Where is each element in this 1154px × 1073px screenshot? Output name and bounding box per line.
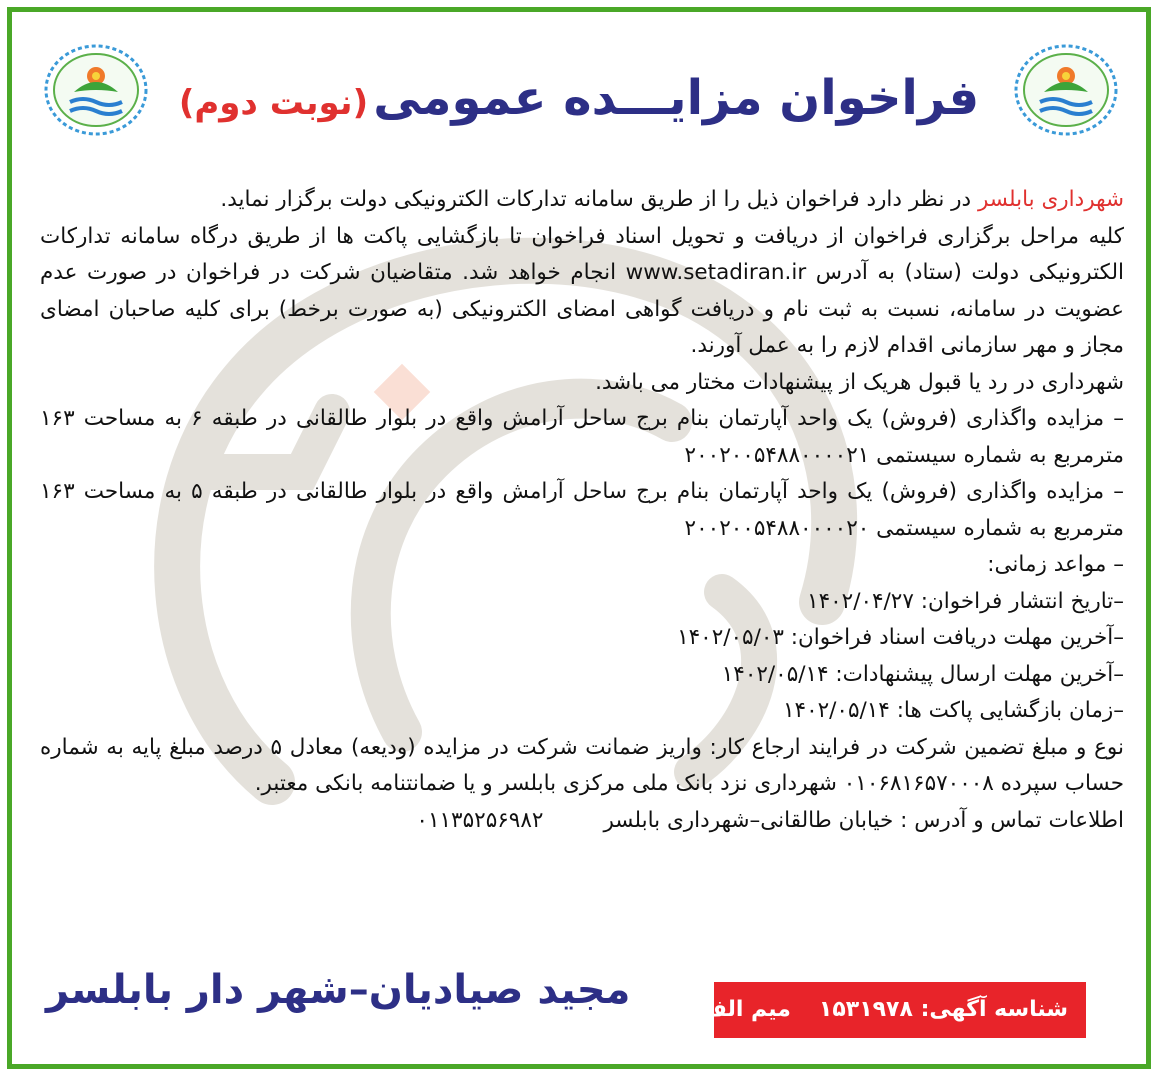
schedule-heading: – مواعد زمانی: [987,552,1124,577]
schedule-date-proposals: –آخرین مهلت ارسال پیشنهادات: ۱۴۰۲/۰۵/۱۴ [721,661,1124,687]
signer-name: مجید صیادیان–شهر دار بابلسر [46,967,631,1013]
rights-paragraph: شهرداری در رد یا قبول هریک از پیشنهادات مختار می باشد. [595,369,1124,395]
ad-code: میم الف–۱ [676,997,791,1022]
guarantee-paragraph: نوع و مبلغ تضمین شرکت در فرایند ارجاع کار: واریز ضمانت شرکت در مزایده (ودیعه) معادل ۵ درصد مبلغ پایه به شماره حساب سپرده ۰۱۰۶۸۱۶۵۷۰۰۰۸ شهرداری نزد بانک ملی مرکزی بابلسر و یا ضمانتنامه بانکی معتبر. [40,734,1124,796]
schedule-date-publish: –تاریخ انتشار فراخوان: ۱۴۰۲/۰۴/۲۷ [807,588,1124,614]
procedure-paragraph: کلیه مراحل برگزاری فراخوان از دریافت و تحویل اسناد فراخوان تا بازگشایی پاکت ها از طریق درگاه سامانه تدارکات الکترونیکی دولت (ستاد) به آدرس www.setadiran.ir انجام خواهد شد. متقاضیان شرکت در فراخوان در صورت عدم عضویت در سامانه، نسبت به ثبت نام و دریافت گواهی امضای الکترونیکی (به صورت برخط) برای کلیه صاحبان امضای مجاز و مهر سازمانی اقدام لازم را به عمل آورند. [40,223,1124,358]
auction-item-1: – مزایده واگذاری (فروش) یک واحد آپارتمان بنام برج ساحل آرامش واقع در بلوار طالقانی در طبقه ۶ به مساحت ۱۶۳ مترمربع به شماره سیستمی ۲۰۰۲۰۰۵۴۸۸۰۰۰۰۲۱ [40,406,1124,468]
page-title [12,70,1146,126]
website-link[interactable]: www.setadiran.ir [625,260,807,285]
contact-address: اطلاعات تماس و آدرس : خیابان طالقانی–شهرداری بابلسر [603,807,1124,833]
org-name: شهرداری بابلسر [977,187,1124,212]
ad-id-label: شناسه آگهی: ۱۵۳۱۹۷۸ [818,997,1068,1022]
schedule-date-documents: –آخرین مهلت دریافت اسناد فراخوان: ۱۴۰۲/۰۵/۰۳ [677,625,1124,650]
ad-id-box [676,982,1086,1038]
title-main: فراخوان مزایـــده عمومی [373,70,980,126]
advertisement-frame [7,7,1151,1069]
auction-item-2: – مزایده واگذاری (فروش) یک واحد آپارتمان بنام برج ساحل آرامش واقع در بلوار طالقانی در طبقه ۵ به مساحت ۱۶۳ مترمربع به شماره سیستمی ۲۰۰۲۰۰۵۴۸۸۰۰۰۰۲۰ [40,479,1124,541]
schedule-date-opening: –زمان بازگشایی پاکت ها: ۱۴۰۲/۰۵/۱۴ [782,698,1124,723]
contact-phone: ۰۱۱۳۵۲۵۶۹۸۲ [416,807,544,833]
announcement-body [40,182,1124,839]
title-round: (نوبت دوم) [178,83,369,123]
contact-line [40,803,1124,840]
intro-paragraph: شهرداری بابلسر در نظر دارد فراخوان ذیل را از طریق سامانه تدارکات الکترونیکی دولت برگزار نماید. [220,187,1124,212]
